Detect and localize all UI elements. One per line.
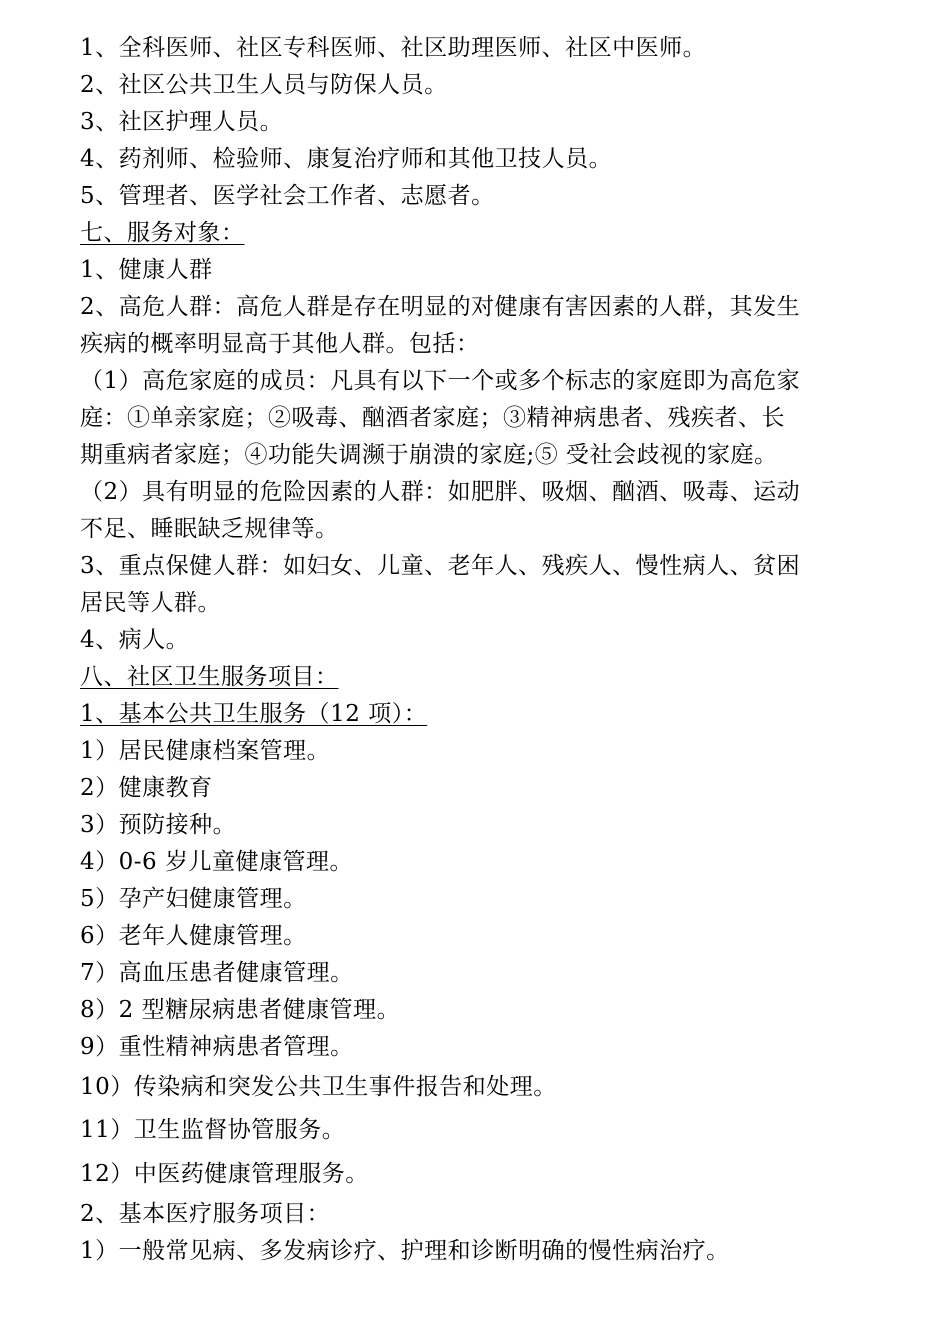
staff-item-3: 3、社区护理人员。 [80,109,284,135]
public-health-item-1: 1）居民健康档案管理。 [80,738,331,764]
target-item-2-line-1: 2、高危人群：高危人群是存在明显的对健康有害因素的人群，其发生 [80,294,801,320]
section-heading-service-targets: 七、服务对象： [80,220,245,246]
public-health-item-7: 7）高血压患者健康管理。 [80,960,354,986]
target-item-4: 4、病人。 [80,627,190,653]
public-health-item-11: 11）卫生监督协管服务。 [80,1117,346,1143]
public-health-item-9: 9）重性精神病患者管理。 [80,1034,354,1060]
high-risk-family-line-1: （1）高危家庭的成员：凡具有以下一个或多个标志的家庭即为高危家 [80,368,801,394]
public-health-item-6: 6）老年人健康管理。 [80,923,307,949]
subsection-heading-basic-medical: 2、基本医疗服务项目： [80,1201,331,1227]
target-item-2-line-2: 疾病的概率明显高于其他人群。包括： [80,331,480,357]
public-health-item-10: 10）传染病和突发公共卫生事件报告和处理。 [80,1074,557,1100]
public-health-item-4: 4）0-6 岁儿童健康管理。 [80,849,353,875]
document-page [80,30,880,1270]
public-health-item-3: 3）预防接种。 [80,812,237,838]
target-item-3-line-2: 居民等人群。 [80,590,221,616]
section-heading-service-items: 八、社区卫生服务项目： [80,664,339,690]
staff-item-4: 4、药剂师、检验师、康复治疗师和其他卫技人员。 [80,146,613,172]
public-health-item-5: 5）孕产妇健康管理。 [80,886,307,912]
public-health-item-12: 12）中医药健康管理服务。 [80,1161,369,1187]
risk-factor-group-line-1: （2）具有明显的危险因素的人群：如肥胖、吸烟、酗酒、吸毒、运动 [80,479,801,505]
staff-item-1: 1、全科医师、社区专科医师、社区助理医师、社区中医师。 [80,35,707,61]
staff-item-2: 2、社区公共卫生人员与防保人员。 [80,72,448,98]
staff-item-5: 5、管理者、医学社会工作者、志愿者。 [80,183,495,209]
risk-factor-group-line-2: 不足、睡眠缺乏规律等。 [80,516,339,542]
high-risk-family-line-3: 期重病者家庭；④功能失调濒于崩溃的家庭;⑤ 受社会歧视的家庭。 [80,442,778,468]
public-health-item-8: 8）2 型糖尿病患者健康管理。 [80,997,401,1023]
target-item-3-line-1: 3、重点保健人群：如妇女、儿童、老年人、残疾人、慢性病人、贫困 [80,553,801,579]
public-health-item-2: 2）健康教育 [80,775,213,801]
basic-medical-item-1: 1）一般常见病、多发病诊疗、护理和诊断明确的慢性病治疗。 [80,1238,730,1264]
target-item-1: 1、健康人群 [80,257,213,283]
high-risk-family-line-2: 庭：①单亲家庭；②吸毒、酗酒者家庭；③精神病患者、残疾者、长 [80,405,785,431]
subsection-heading-public-health: 1、基本公共卫生服务（12 项）： [80,701,428,727]
